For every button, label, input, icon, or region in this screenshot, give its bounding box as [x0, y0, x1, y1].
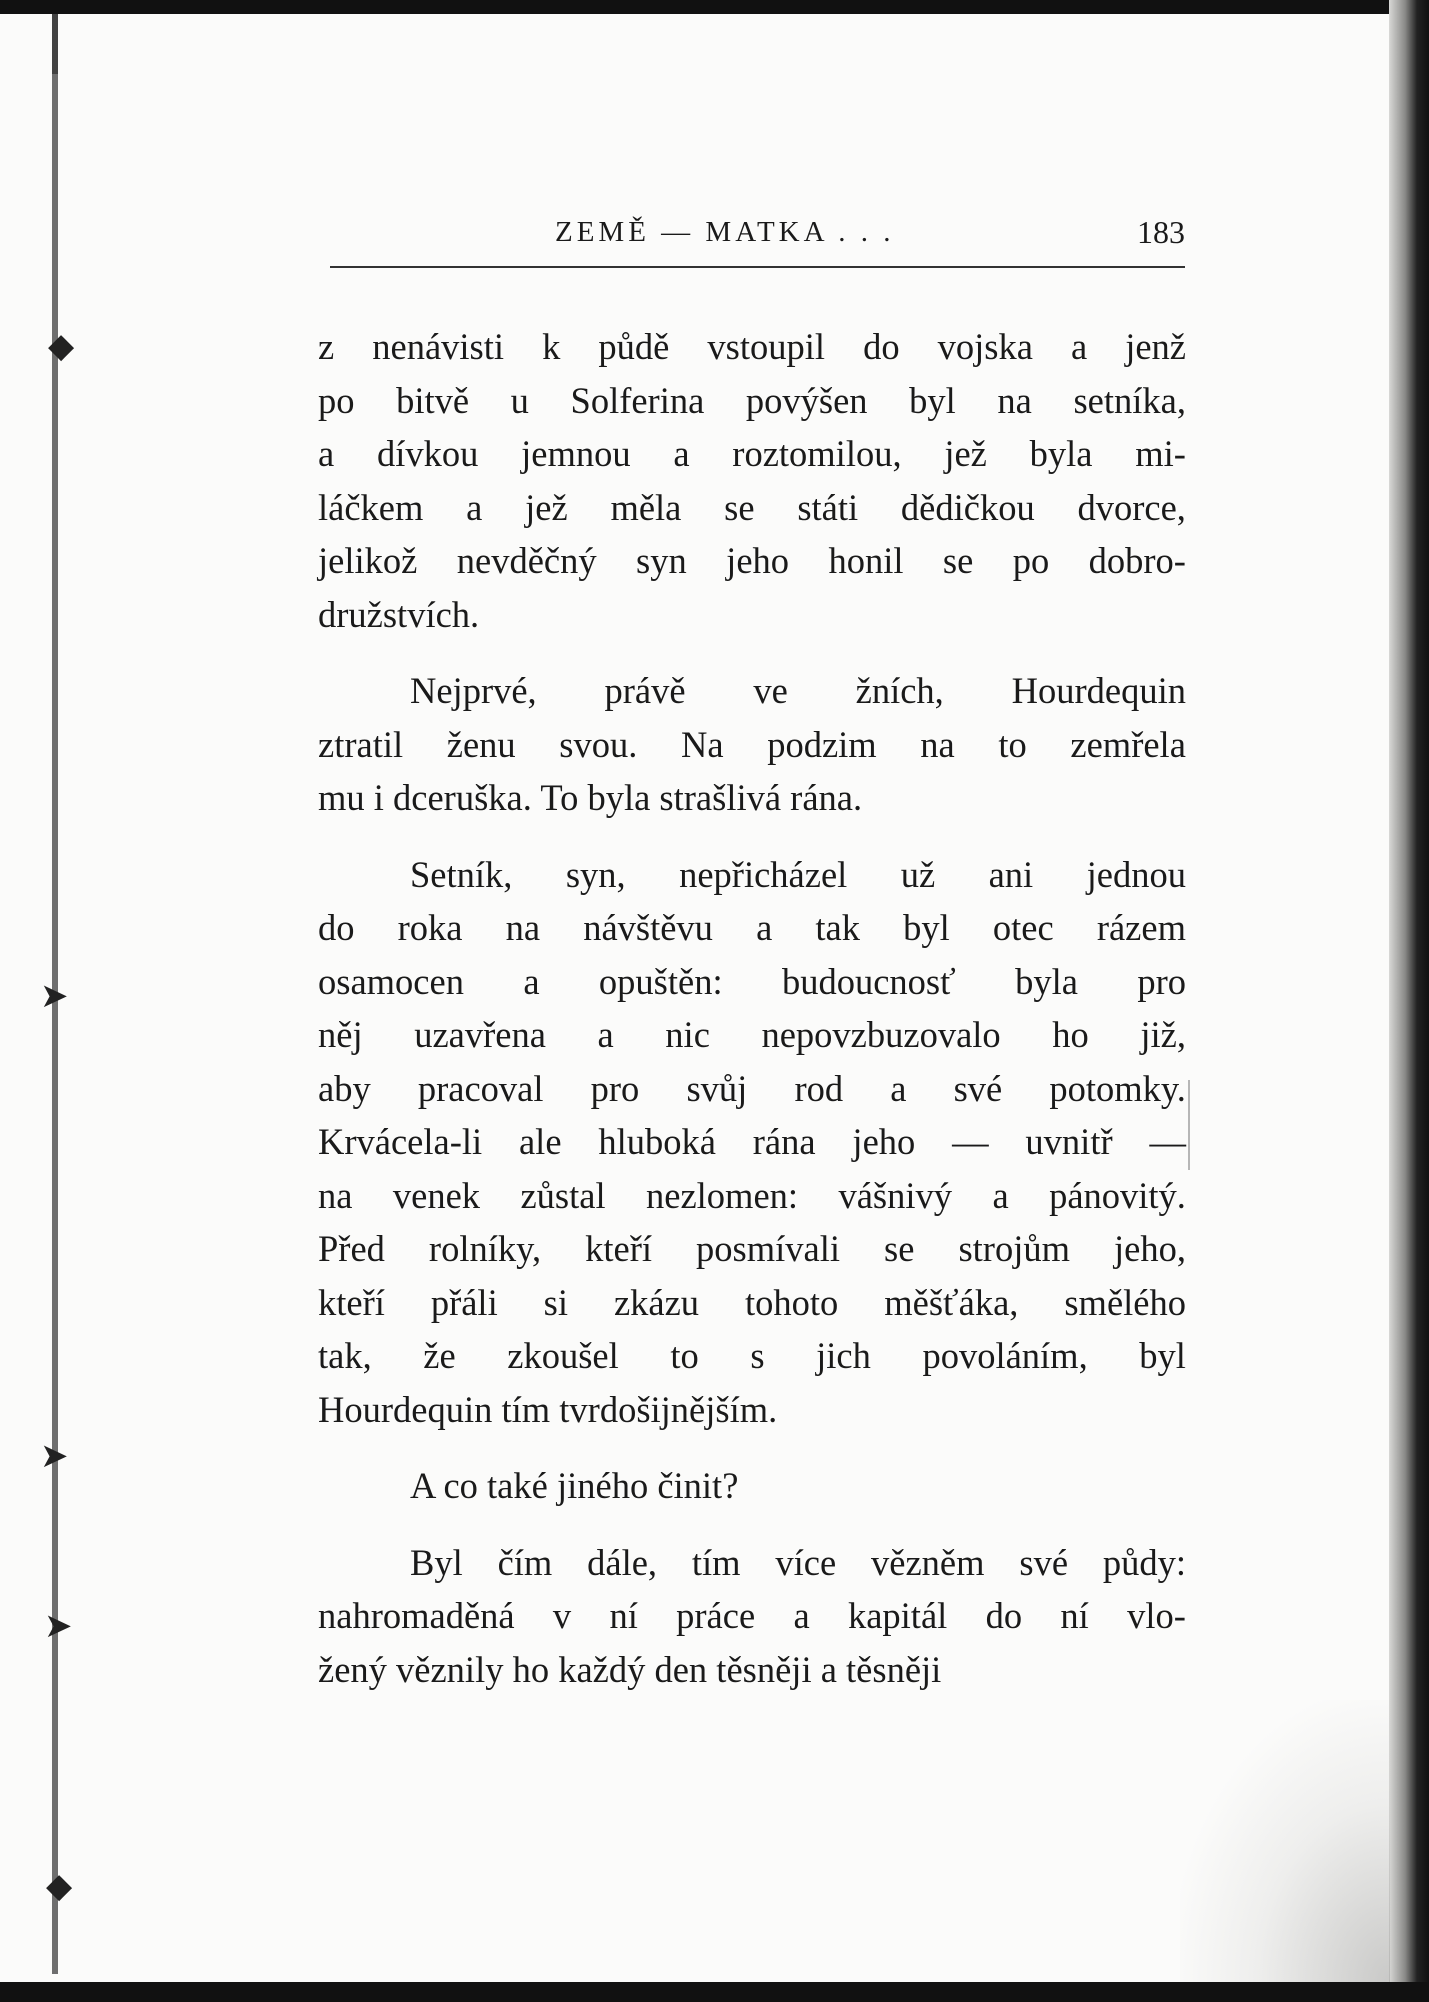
text-line: tak, že zkoušel to s jich povoláním, byl	[318, 1335, 1186, 1376]
margin-mark-arrow-icon: ➤	[44, 1608, 73, 1645]
text-line: A co také jiného činit?	[410, 1465, 739, 1506]
scan-border-right	[1389, 0, 1429, 2002]
text-line: žený věznily ho každý den těsněji a těsněji	[318, 1648, 942, 1690]
text-line: jelikož nevděčný syn jeho honil se po dobro-	[318, 540, 1186, 581]
pencil-mark	[1188, 1080, 1224, 1170]
paragraph-gap	[318, 1436, 1186, 1459]
margin-mark-arrow-icon: ➤	[40, 1438, 69, 1475]
text-line: Před rolníky, kteří posmívali se strojům jeho,	[318, 1228, 1186, 1269]
text-line: osamocen a opuštěn: budoucnosť byla pro	[318, 960, 1186, 1002]
text-line: do roka na návštěvu a tak byl otec rázem	[318, 907, 1186, 948]
page-number: 183	[1137, 214, 1185, 250]
paragraph-gap	[318, 641, 1186, 664]
margin-mark-arrow-icon: ◆	[48, 328, 75, 365]
paragraph	[318, 664, 1186, 825]
text-line: družstvích.	[318, 593, 480, 635]
text-line: z nenávisti k půdě vstoupil do vojska a jenž	[318, 326, 1186, 367]
paragraph	[318, 320, 1186, 641]
text-line: něj uzavřena a nic nepovzbuzovalo ho již,	[318, 1014, 1186, 1055]
paragraph	[318, 1459, 1186, 1513]
paragraph-gap	[318, 825, 1186, 848]
text-line: Byl čím dále, tím více vězněm své půdy:	[410, 1541, 1186, 1583]
text-line: na venek zůstal nezlomen: vášnivý a pánovitý.	[318, 1174, 1186, 1216]
text-line: ztratil ženu svou. Na podzim na to zemřela	[318, 723, 1186, 765]
text-line: Setník, syn, nepřicházel už ani jednou	[410, 853, 1186, 895]
text-line: po bitvě u Solferina povýšen byl na setníka,	[318, 379, 1186, 421]
text-line: Nejprvé, právě ve žních, Hourdequin	[410, 670, 1186, 711]
text-line: aby pracoval pro svůj rod a své potomky.	[318, 1067, 1186, 1109]
paragraph-gap	[318, 1513, 1186, 1536]
text-line: kteří přáli si zkázu tohoto měšťáka, smělého	[318, 1281, 1186, 1323]
scan-border-top	[0, 0, 1429, 14]
text-line: Krvácela-li ale hluboká rána jeho — uvnitř —	[318, 1121, 1186, 1162]
scan-border-bottom	[0, 1982, 1429, 2002]
text-line: nahromaděná v ní práce a kapitál do ní vlo-	[318, 1595, 1186, 1636]
header-rule	[330, 266, 1185, 268]
running-head-title: ZEMĚ — MATKA . . .	[555, 216, 895, 248]
page-stain	[1180, 1700, 1390, 1982]
margin-mark-arrow-icon: ◆	[46, 1868, 73, 1905]
text-line: láčkem a jež měla se státi dědičkou dvorce,	[318, 486, 1186, 528]
margin-mark-arrow-icon: ➤	[40, 978, 69, 1015]
body-text	[318, 320, 1186, 1696]
text-line: a dívkou jemnou a roztomilou, jež byla mi-	[318, 433, 1186, 474]
paragraph	[318, 848, 1186, 1437]
text-line: Hourdequin tím tvrdošijnějším.	[318, 1388, 778, 1430]
paragraph	[318, 1536, 1186, 1697]
running-head	[330, 212, 1185, 256]
text-line: mu i dceruška. To byla strašlivá rána.	[318, 777, 863, 818]
